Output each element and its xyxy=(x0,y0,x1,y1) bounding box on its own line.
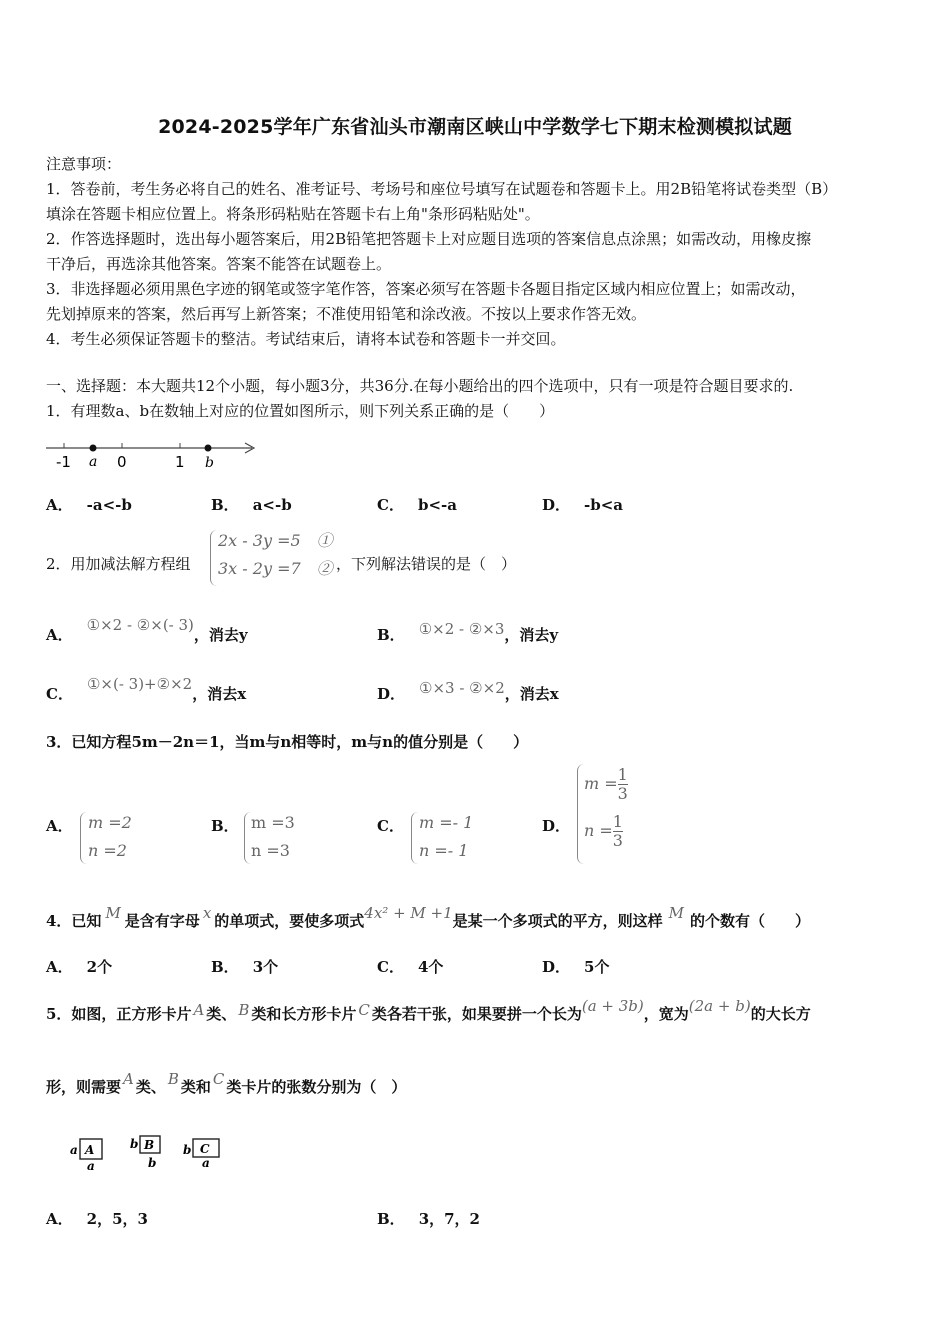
q3-option-a-label: A． xyxy=(46,817,73,835)
cards-figure xyxy=(68,1130,248,1175)
q2-option-c: C．①×(- 3)+②×2，消去x xyxy=(46,675,247,703)
q5-option-a: A． 2，5，3 xyxy=(46,1210,148,1228)
question-3-stem: 3．已知方程5m－2n＝1，当m与n相等时，m与n的值分别是（ ） xyxy=(46,733,529,751)
svg-text:b: b xyxy=(148,1156,157,1170)
q3-option-b-label: B． xyxy=(211,817,239,835)
svg-text:A: A xyxy=(85,1143,95,1157)
q3-option-b-system: m =3 n =3 xyxy=(251,813,295,860)
q1-option-c: C． b<-a xyxy=(377,496,457,514)
notes-line: 填涂在答题卡相应位置上。将条形码粘贴在答题卡右上角"条形码粘贴处"。 xyxy=(46,205,540,223)
q2-option-d: D． ①×3 - ②×2，消去x xyxy=(377,679,559,703)
svg-text:b: b xyxy=(130,1137,139,1151)
svg-text:a: a xyxy=(70,1143,78,1157)
equation-1: 2x - 3y =5 ① xyxy=(218,531,333,550)
svg-text:B: B xyxy=(144,1138,155,1152)
q3-option-c-system: m =- 1 n =- 1 xyxy=(419,813,474,860)
notes-line: 4．考生必须保证答题卡的整洁。考试结束后，请将本试卷和答题卡一并交回。 xyxy=(46,330,566,348)
notes-heading: 注意事项： xyxy=(46,155,122,173)
svg-text:a: a xyxy=(202,1156,210,1170)
brace-icon xyxy=(80,812,87,864)
axis-label: b xyxy=(205,455,214,471)
card-c xyxy=(183,1139,219,1170)
question-2-stem-pre: 2．用加减法解方程组 xyxy=(46,555,191,573)
q4-option-c: C． 4个 xyxy=(377,958,444,976)
brace-icon xyxy=(577,764,584,864)
equation-2: 3x - 2y =7 ② xyxy=(218,559,333,578)
q3-option-d-label: D． xyxy=(542,817,571,835)
q4-option-a: A． 2个 xyxy=(46,958,113,976)
q4-option-d: D． 5个 xyxy=(542,958,610,976)
q3-option-a-system: m =2 n =2 xyxy=(88,813,132,860)
q1-option-b: B． a<-b xyxy=(211,496,292,514)
svg-text:b: b xyxy=(183,1143,192,1157)
q3-option-c-label: C． xyxy=(377,817,404,835)
question-4-stem: 4．已知 M 是含有字母 x 的单项式，要使多项式4x² + M +1是某一个多项式的平方，则这样 M 的个数有（ ） xyxy=(46,904,811,930)
notes-block xyxy=(46,152,906,352)
brace-icon xyxy=(244,812,251,864)
number-line-figure xyxy=(44,436,264,472)
q2-option-b: B． ①×2 - ②×3，消去y xyxy=(377,620,559,644)
point-b xyxy=(205,445,212,452)
question-5-stem: 5．如图，正方形卡片 A 类、 B 类和长方形卡片 C 类各若干张，如果要拼一个长为(a + 3b)，宽为(2a + b)的大长方 xyxy=(46,997,811,1023)
section-heading: 一、选择题：本大题共12个小题，每小题3分，共36分.在每小题给出的四个选项中，只有一项是符合题目要求的. xyxy=(46,377,794,395)
q4-option-b: B． 3个 xyxy=(211,958,279,976)
notes-line: 先划掉原来的答案，然后再写上新答案；不准使用铅笔和涂改液。不按以上要求作答无效。 xyxy=(46,305,647,323)
point-a xyxy=(90,445,97,452)
page-title: 2024-2025学年广东省汕头市潮南区峡山中学数学七下期末检测模拟试题 xyxy=(158,116,792,138)
q2-option-a: A．①×2 - ②×(- 3)，消去y xyxy=(46,616,248,644)
svg-text:C: C xyxy=(200,1142,210,1156)
notes-line: 2．作答选择题时，选出每小题答案后，用2B铅笔把答题卡上对应题目选项的答案信息点涂黑；如需改动，用橡皮擦 xyxy=(46,230,812,248)
brace-icon xyxy=(210,530,217,586)
svg-text:a: a xyxy=(87,1159,95,1173)
brace-icon xyxy=(411,812,418,864)
card-b xyxy=(130,1136,160,1170)
question-2-stem-post: ，下列解法错误的是（ ） xyxy=(336,555,517,573)
question-1-stem: 1．有理数a、b在数轴上对应的位置如图所示，则下列关系正确的是（ ） xyxy=(46,402,555,420)
notes-line: 1．答卷前，考生务必将自己的姓名、准考证号、考场号和座位号填写在试题卷和答题卡上。用2B铅笔将试卷类型（B） xyxy=(46,180,838,198)
notes-line: 干净后，再选涂其他答案。答案不能答在试题卷上。 xyxy=(46,255,392,273)
equation-system xyxy=(218,527,333,583)
axis-label: a xyxy=(89,454,98,470)
q3-option-d-system: m = $\frac{1}{3}$ n = $\frac{1}{3}$ xyxy=(584,765,628,850)
q5-option-b: B． 3，7，2 xyxy=(377,1210,480,1228)
axis-label: -1 xyxy=(56,453,71,471)
notes-line: 3．非选择题必须用黑色字迹的钢笔或签字笔作答，答案必须写在答题卡各题目指定区域内相应位置上；如需改动， xyxy=(46,280,806,298)
q1-option-d: D． -b<a xyxy=(542,496,624,514)
q1-option-a: A． -a<-b xyxy=(46,496,132,514)
card-a xyxy=(70,1139,102,1173)
axis-label: 1 xyxy=(175,453,185,471)
question-5-stem-line2: 形，则需要 A 类、 B 类和 C 类卡片的张数分别为（ ） xyxy=(46,1070,407,1096)
axis-label: 0 xyxy=(117,453,127,471)
